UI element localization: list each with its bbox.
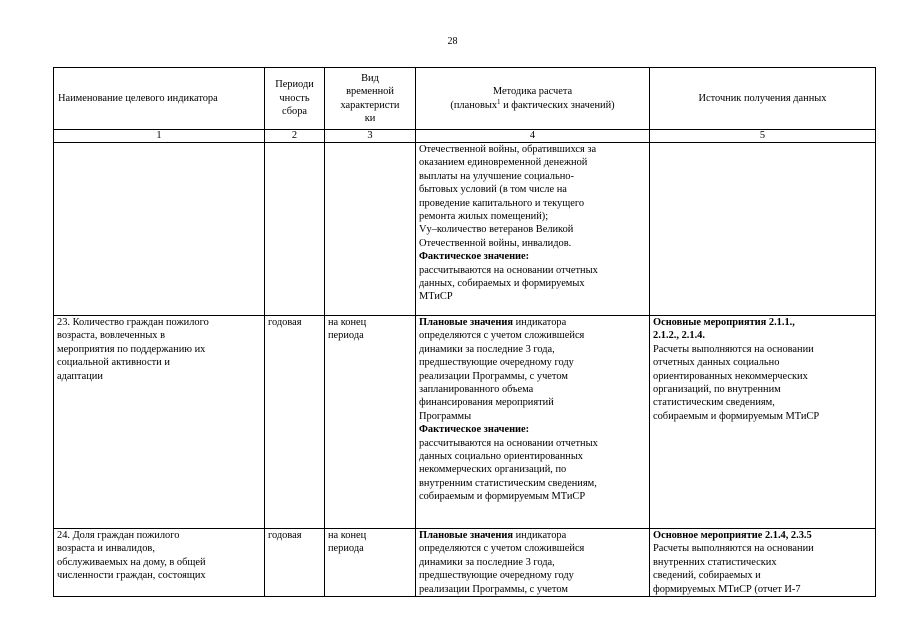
header-indicator-name: Наименование целевого индикатора: [54, 68, 265, 130]
cell-text: динамики за последние 3 года,: [419, 343, 555, 355]
time-characteristic-cell: [325, 143, 416, 316]
header-method-text: (плановых: [450, 99, 498, 111]
cell-text-line: годовая: [268, 530, 302, 541]
indicators-table: [53, 67, 876, 597]
cell-text-line: [419, 210, 646, 223]
cell-text: финансирования мероприятий: [419, 397, 554, 409]
cell-text-line: [653, 410, 872, 423]
time-characteristic-cell: [325, 316, 416, 529]
cell-text: Расчеты выполняются на основании: [653, 343, 814, 355]
cell-text: данных, собираемых и формируемых: [419, 278, 585, 290]
bold-label: Плановые значения: [419, 317, 513, 328]
cell-text-line: [419, 356, 646, 369]
time-characteristic-cell: [325, 529, 416, 597]
cell-text: формируемых МТиСР (отчет И-7: [653, 583, 801, 595]
cell-text-line: [653, 356, 872, 369]
cell-text: выплаты на улучшение социально-: [419, 170, 574, 182]
cell-text-line: [419, 423, 646, 436]
bold-label: 2.1.2., 2.1.4.: [653, 330, 705, 342]
cell-text-line: [419, 583, 646, 596]
cell-text-line: [419, 556, 646, 569]
bold-label: Основные мероприятия 2.1.1.,: [653, 317, 795, 328]
cell-text-line: [419, 569, 646, 582]
bold-label: Фактическое значение:: [419, 251, 530, 263]
cell-text-line: [419, 237, 646, 250]
cell-text-line: [419, 264, 646, 277]
cell-text-line: [653, 529, 872, 542]
periodicity-cell: [265, 529, 325, 597]
cell-text-line: адаптации: [57, 370, 103, 382]
header-time-characteristic: [325, 68, 416, 130]
cell-text-line: [419, 542, 646, 555]
method-cell: [416, 529, 650, 597]
cell-text-line: годовая: [268, 317, 302, 328]
cell-text-line: [419, 463, 646, 476]
header-time-line: характеристи: [340, 99, 400, 111]
cell-text: внутренним статистическим сведениям,: [419, 477, 597, 489]
cell-text-line: [653, 370, 872, 383]
cell-text-line: [419, 316, 646, 329]
cell-text-line: [419, 156, 646, 169]
header-row: [54, 68, 876, 130]
table-row: [54, 316, 876, 529]
source-cell: [650, 316, 876, 529]
cell-text: некоммерческих организаций, по: [419, 464, 567, 476]
cell-text-line: обслуживаемых на дому, в общей: [57, 556, 206, 568]
column-number: 1: [54, 130, 265, 143]
cell-text-line: на конец: [328, 530, 367, 541]
table-row: [54, 529, 876, 597]
cell-text-line: [419, 143, 646, 156]
cell-text: определяются с учетом сложившейся: [419, 330, 585, 342]
cell-text-line: [653, 343, 872, 356]
cell-text: МТиСР: [419, 291, 453, 303]
column-number: 4: [416, 130, 650, 143]
cell-text-line: [653, 583, 872, 596]
cell-text-line: возраста, вовлеченных в: [57, 330, 166, 342]
cell-text-line: [419, 477, 646, 490]
cell-text: индикатора: [512, 317, 567, 328]
cell-text-line: мероприятия по поддержанию их: [57, 343, 206, 355]
cell-text: статистическим сведениям,: [653, 397, 775, 409]
cell-text-line: на конец: [328, 317, 367, 328]
header-time-line: временной: [346, 86, 394, 98]
header-time-line: Вид: [361, 72, 379, 84]
cell-text: предшествующие очередному году: [419, 570, 574, 582]
indicator-cell: [54, 529, 265, 597]
indicator-cell: [54, 316, 265, 529]
cell-text-line: 24. Доля граждан пожилого: [57, 530, 180, 541]
cell-text: отчетных данных социально: [653, 357, 780, 369]
cell-text-line: [419, 250, 646, 263]
header-calculation-method: [416, 68, 650, 130]
method-cell: [416, 143, 650, 316]
cell-text-line: [419, 490, 646, 503]
cell-text-line: [419, 396, 646, 409]
cell-text: Программы: [419, 410, 472, 422]
header-data-source: Источник получения данных: [650, 68, 876, 130]
method-cell: [416, 316, 650, 529]
cell-text-line: [419, 329, 646, 342]
cell-text: внутренних статистических: [653, 556, 777, 568]
cell-text: предшествующие очередному году: [419, 357, 574, 369]
cell-text-line: [419, 223, 646, 236]
indicator-cell: [54, 143, 265, 316]
bold-label: Плановые значения: [419, 530, 513, 541]
page-number: 28: [447, 36, 458, 47]
column-number-row: [54, 130, 876, 143]
cell-text: оказанием единовременной денежной: [419, 157, 588, 169]
cell-text: ориентированных некоммерческих: [653, 370, 808, 382]
periodicity-cell: [265, 316, 325, 529]
cell-text: бытовых условий (в том числе на: [419, 184, 567, 196]
cell-text: Отечественной войны, обратившихся за: [419, 144, 597, 155]
header-time-line: ки: [364, 112, 376, 124]
cell-text-line: [419, 437, 646, 450]
cell-text-line: [419, 450, 646, 463]
cell-text-line: [419, 383, 646, 396]
cell-text: индикатора: [512, 530, 567, 541]
cell-text-line: [419, 410, 646, 423]
cell-text-line: периода: [328, 543, 364, 555]
cell-text-line: численности граждан, состоящих: [57, 570, 206, 582]
table-row: [54, 143, 876, 316]
cell-text: определяются с учетом сложившейся: [419, 543, 585, 555]
cell-text: организаций, по внутренним: [653, 384, 781, 396]
source-cell: [650, 143, 876, 316]
cell-text-line: [419, 290, 646, 303]
cell-text: Отечественной войны, инвалидов.: [419, 237, 572, 249]
cell-text: ремонта жилых помещений);: [419, 211, 549, 223]
header-periodicity-line: Периоди: [275, 79, 314, 91]
column-number: 5: [650, 130, 876, 143]
cell-text-line: [419, 197, 646, 210]
header-method-line: Методика расчета: [492, 86, 573, 98]
cell-text: рассчитываются на основании отчетных: [419, 264, 598, 276]
cell-text-line: [419, 170, 646, 183]
cell-text-line: [653, 396, 872, 409]
cell-text-line: [419, 343, 646, 356]
cell-text: реализации Программы, с учетом: [419, 370, 568, 382]
header-method-line: [419, 99, 646, 112]
cell-text-line: периода: [328, 330, 364, 342]
header-periodicity: [265, 68, 325, 130]
header-periodicity-line: чность: [279, 92, 310, 104]
column-number: 2: [265, 130, 325, 143]
cell-text: рассчитываются на основании отчетных: [419, 437, 598, 449]
column-number: 3: [325, 130, 416, 143]
cell-text-line: [653, 569, 872, 582]
cell-text-line: [653, 542, 872, 555]
cell-text-line: [653, 383, 872, 396]
cell-text-line: [653, 329, 872, 342]
cell-text-line: [419, 370, 646, 383]
cell-text: собираемым и формируемым МТиСР: [419, 491, 586, 503]
footnote-marker: 1: [497, 97, 501, 106]
cell-text-line: 23. Количество граждан пожилого: [57, 317, 209, 328]
header-periodicity-line: сбора: [281, 106, 308, 118]
cell-text-line: [653, 556, 872, 569]
cell-text: динамики за последние 3 года,: [419, 556, 555, 568]
header-method-text: и фактических значений): [500, 99, 615, 111]
cell-text-line: социальной активности и: [57, 357, 170, 369]
cell-text-line: [653, 316, 872, 329]
cell-text: данных социально ориентированных: [419, 451, 583, 463]
cell-text: проведение капитального и текущего: [419, 197, 585, 209]
cell-text-line: [419, 529, 646, 542]
cell-text-line: [419, 277, 646, 290]
cell-text: запланированного объема: [419, 384, 534, 396]
cell-text-line: возраста и инвалидов,: [57, 543, 155, 555]
cell-text: собираемым и формируемым МТиСР: [653, 410, 820, 422]
cell-text: Vу–количество ветеранов Великой: [419, 224, 574, 236]
cell-text: Расчеты выполняются на основании: [653, 543, 814, 555]
cell-text: сведений, собираемых и: [653, 570, 761, 582]
periodicity-cell: [265, 143, 325, 316]
bold-label: Основное мероприятие 2.1.4, 2.3.5: [653, 530, 812, 541]
source-cell: [650, 529, 876, 597]
cell-text-line: [419, 183, 646, 196]
bold-label: Фактическое значение:: [419, 424, 530, 436]
cell-text: реализации Программы, с учетом: [419, 583, 568, 595]
